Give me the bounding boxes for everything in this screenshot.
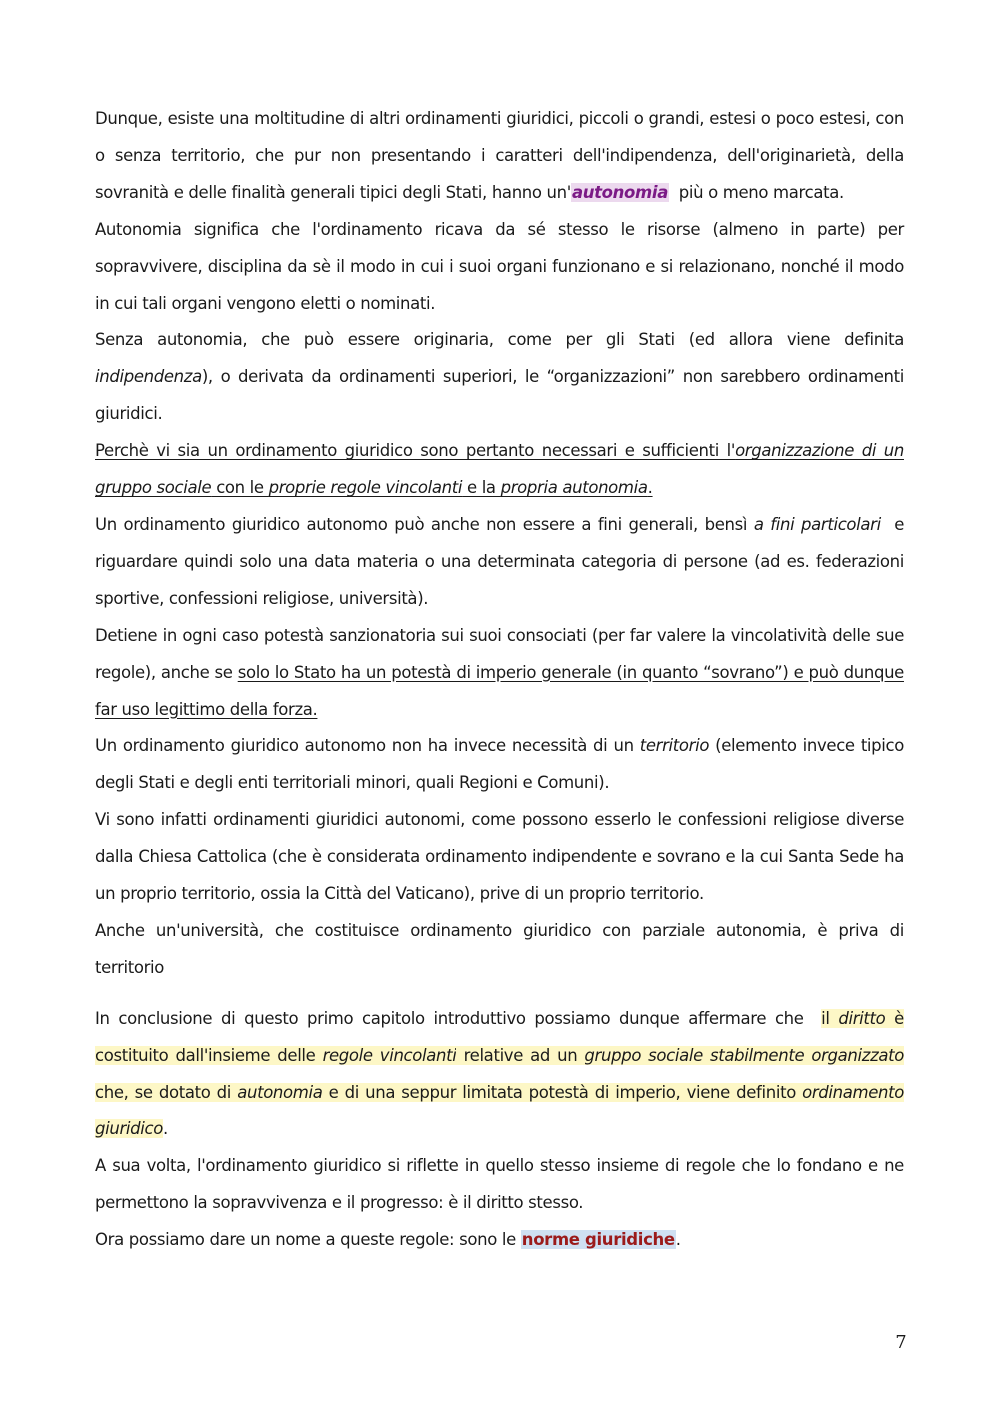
paragraph-7 [95, 728, 904, 802]
paragraph-12-text: Ora possiamo dare un nome a queste regole: sono le [95, 1230, 521, 1250]
paragraph-7-end: (elemento invece tipico degli Stati e degli enti territoriali minori, quali Regioni e Comuni). [95, 736, 904, 793]
term-regole-vincolanti: proprie regole vincolanti [268, 478, 463, 498]
body-text [95, 101, 909, 1259]
highlight-text-2: è costituito dall'insieme delle [95, 1008, 904, 1065]
paragraph-11: A sua volta, l'ordinamento giuridico si riflette in quello stesso insieme di regole che lo fondano e ne permettono la sopravvivenza e il progresso: è il diritto stesso. [95, 1156, 904, 1213]
paragraph-4 [95, 433, 904, 507]
term-autonomia: autonomia [237, 1082, 323, 1102]
keyword-autonomia: autonomia [571, 182, 668, 202]
highlight-text-4: che, se dotato di [95, 1082, 238, 1102]
page-number: 7 [895, 1332, 907, 1353]
term-gruppo-sociale: gruppo sociale stabilmente organizzato [584, 1045, 905, 1065]
term-territorio: territorio [639, 736, 710, 756]
paragraph-7-text: Un ordinamento giuridico autonomo non ha invece necessità di un [95, 736, 640, 756]
underlined-stato-potesta: solo lo Stato ha un potestà di imperio generale (in quanto “sovrano”) e può dunque far uso legittimo della forza. [95, 662, 904, 719]
paragraph-12-end: . [675, 1230, 681, 1250]
paragraph-1-text: Dunque, esiste una moltitudine di altri ordinamenti giuridici, piccoli o grandi, estesi o poco estesi, con o senza territorio, che pur non presentando i caratteri dell'indipendenza, dell'originarietà, della sovranità e delle finalità generali tipici degli Stati, hanno un' [95, 109, 904, 202]
paragraph-2: Autonomia significa che l'ordinamento ricava da sé stesso le risorse (almeno in parte) per sopravvivere, disciplina da sè il modo in cui i suoi organi funzionano e si relazionano, nonché il modo in cui tali organi vengono eletti o nominati. [95, 219, 904, 313]
term-propria-autonomia: propria autonomia [500, 478, 648, 498]
paragraph-5 [95, 507, 909, 618]
term-indipendenza: indipendenza [95, 367, 202, 387]
term-diritto: diritto [838, 1008, 886, 1028]
term-organizzazione: organizzazione di un gruppo sociale [95, 441, 904, 498]
paragraph-10-intro: In conclusione di questo primo capitolo introduttivo possiamo dunque affermare che [95, 1008, 822, 1028]
paragraph-4-conj-2: e la [462, 478, 501, 498]
paragraph-5-text: Un ordinamento giuridico autonomo può anche non essere a fini generali, bensì [95, 514, 754, 534]
term-regole-vincolanti-2: regole vincolanti [322, 1045, 457, 1065]
paragraph-5-end: e riguardare quindi solo una data materia o una determinata categoria di persone (ad es. federazioni sportive, confessioni religiose, università). [95, 514, 909, 608]
paragraph-3 [95, 322, 904, 433]
paragraph-12 [95, 1222, 904, 1259]
paragraph-1-end: più o meno marcata. [668, 182, 844, 202]
highlight-text-5: e di una seppur limitata potestà di imperio, viene definito [322, 1082, 803, 1102]
term-fini-particolari: a fini particolari [753, 514, 881, 534]
highlight-text-3: relative ad un [456, 1045, 585, 1065]
paragraph-4-conj-1: con le [211, 478, 269, 498]
paragraph-10 [95, 1001, 904, 1149]
paragraph-1 [95, 101, 904, 212]
highlight-text-6: . [162, 1119, 168, 1139]
paragraph-8: Vi sono infatti ordinamenti giuridici autonomi, come possono esserlo le confessioni religiose diverse dalla Chiesa Cattolica (che è considerata ordinamento indipendente e sovrano e la cui Santa Sede ha un proprio territorio, ossia la Città del Vaticano), prive di un proprio territorio. [95, 810, 904, 904]
term-ordinamento-giuridico: ordinamento giuridico [95, 1082, 905, 1139]
highlight-text-1: il [821, 1008, 839, 1028]
paragraph-9: Anche un'università, che costituisce ordinamento giuridico con parziale autonomia, è priva di territorio [95, 920, 904, 977]
paragraph-spacer [95, 987, 904, 1001]
keyword-norme-giuridiche: norme giuridiche [521, 1230, 675, 1250]
paragraph-4-text: Perchè vi sia un ordinamento giuridico sono pertanto necessari e sufficienti l' [95, 441, 736, 461]
paragraph-3-end: ), o derivata da ordinamenti superiori, le “organizzazioni” non sarebbero ordinamenti giuridici. [95, 367, 904, 424]
paragraph-3-text: Senza autonomia, che può essere originaria, come per gli Stati (ed allora viene definita [95, 330, 904, 350]
paragraph-6-text: Detiene in ogni caso potestà sanzionatoria sui suoi consociati (per far valere la vincolatività delle sue regole), anche se [95, 625, 904, 682]
paragraph-4-end: . [647, 478, 653, 498]
paragraph-6 [95, 618, 904, 729]
